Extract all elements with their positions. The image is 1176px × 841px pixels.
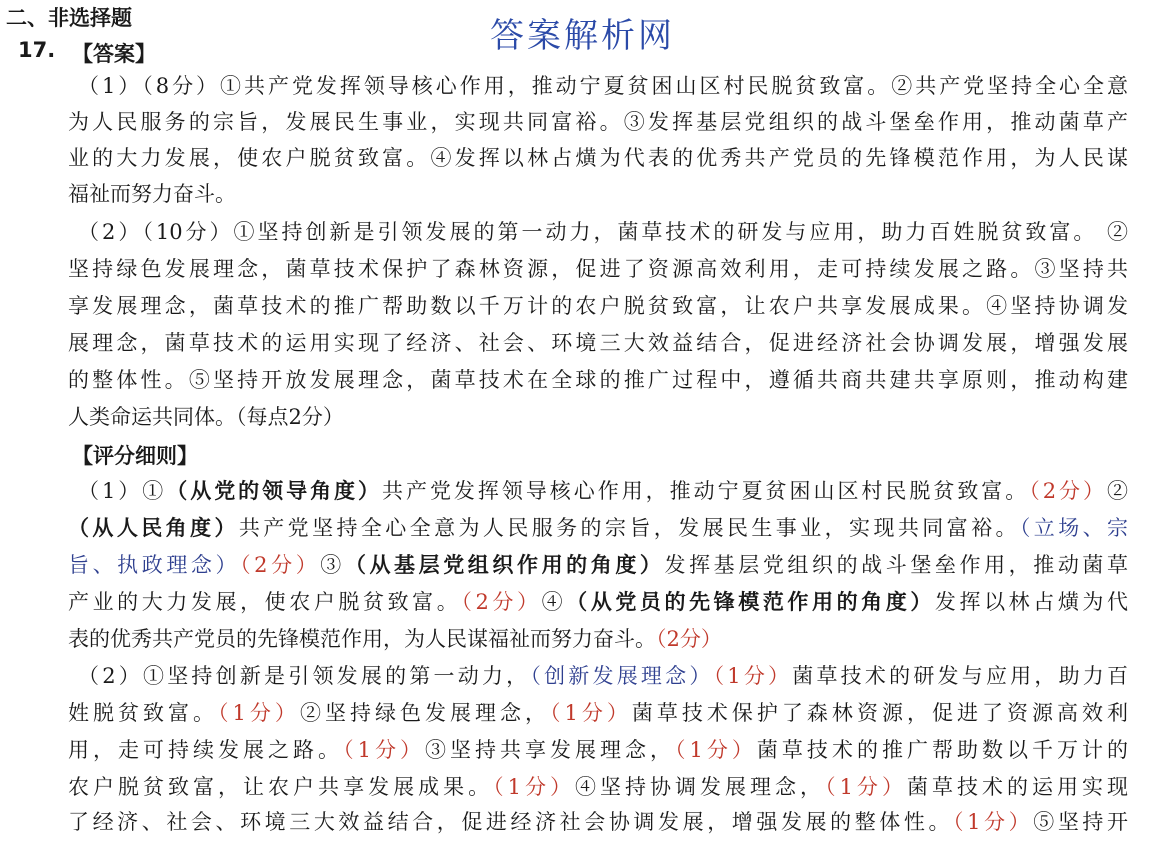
rubric-note: 旨、执政理念） [68,553,241,577]
score-label: （1分） [825,775,907,799]
question-number: 17. [18,38,56,62]
rubric-text: ⑤坚持开 [1033,810,1128,834]
rubric-angle-label: （从人民角度） [68,516,239,540]
rubric-text: 发挥基层党组织的战斗堡垒作用，推动菌草 [664,553,1129,577]
score-label: （2分） [656,627,722,651]
score-label: （1分） [218,701,300,725]
rubric-text: （1）① [78,479,167,503]
rubric-text: ②坚持绿色发展理念， [299,701,550,725]
rubric-line-4 [68,588,1128,616]
rubric-angle-label: （从基层党组织作用的角度） [344,553,665,577]
rubric-text: 产业的大力发展，使农户脱贫致富。 [68,590,462,614]
rubric-line-5 [68,625,1128,653]
answer-line-10: 人类命运共同体。（每点2分） [68,405,344,429]
score-label: （1分） [493,775,575,799]
answer-line-7: 享发展理念，菌草技术的推广帮助数以千万计的农户脱贫致富，让农户共享发展成果。④坚持协调发 [68,294,1128,318]
answer-line-8: 展理念，菌草技术的运用实现了经济、社会、环境三大效益结合，促进经济社会协调发展，增强发展 [68,331,1128,355]
rubric-text: 发挥以林占熿为代 [934,590,1129,614]
rubric-text: 用，走可持续发展之路。 [68,738,344,762]
score-label: （2分） [461,590,542,614]
rubric-text: ② [1106,479,1128,503]
answer-line-5: （2）（10分）①坚持创新是引领发展的第一动力，菌草技术的研发与应用，助力百姓脱贫致富。 ② [78,220,1128,244]
answer-heading: 【答案】 [72,42,156,66]
rubric-line-9 [68,773,1128,801]
answer-line-1: （1）（8分）①共产党发挥领导核心作用，推动宁夏贫困山区村民脱贫致富。②共产党坚持全心全意 [78,74,1128,98]
watermark-text: 答案解析网 [490,16,675,56]
rubric-text: ④ [541,590,567,614]
rubric-text: 姓脱贫致富。 [68,701,219,725]
rubric-text: 了经济、社会、环境三大效益结合，促进经济社会协调发展，增强发展的整体性。 [68,810,954,834]
score-label: （2分） [1029,479,1107,503]
rubric-text: 共产党坚持全心全意为人民服务的宗旨，发展民生事业，实现共同富裕。 [238,516,1020,540]
rubric-heading: 【评分细则】 [72,444,198,468]
rubric-text: 农户脱贫致富，让农户共享发展成果。 [68,775,494,799]
rubric-text: ④坚持协调发展理念， [575,775,826,799]
rubric-text: 共产党发挥领导核心作用，推动宁夏贫困山区村民脱贫致富。 [382,479,1030,503]
rubric-angle-label: （从党员的先锋模范作用的角度） [566,590,935,614]
answer-line-3: 业的大力发展，使农户脱贫致富。④发挥以林占熿为代表的优秀共产党员的先锋模范作用，为人民谋 [68,146,1128,170]
answer-line-2: 为人民服务的宗旨，发展民生事业，实现共同富裕。③发挥基层党组织的战斗堡垒作用，推动菌草产 [68,110,1128,134]
rubric-line-8 [68,736,1128,764]
rubric-text: ③ [320,553,345,577]
answer-line-9: 的整体性。⑤坚持开放发展理念，菌草技术在全球的推广过程中，遵循共商共建共享原则，推动构建 [68,368,1128,392]
rubric-line-10 [68,808,1128,836]
rubric-text: ③坚持共享发展理念， [424,738,676,762]
rubric-angle-label: （从党的领导角度） [166,479,382,503]
rubric-line-3 [68,551,1128,579]
score-label: （1分） [713,664,793,688]
rubric-note: （创新发展理念） [530,664,714,688]
rubric-line-2 [68,514,1128,542]
rubric-text: 菌草技术的研发与应用，助力百 [792,664,1129,688]
rubric-line-6 [78,662,1128,690]
answer-line-6: 坚持绿色发展理念，菌草技术保护了森林资源，促进了资源高效利用，走可持续发展之路。③坚持共 [68,257,1128,281]
rubric-line-7 [68,699,1128,727]
answer-line-4: 福祉而努力奋斗。 [68,182,236,206]
score-label: （1分） [675,738,757,762]
score-label: （2分） [240,553,321,577]
rubric-text: 菌草技术的运用实现 [906,775,1128,799]
rubric-note: （立场、宗 [1019,516,1129,540]
rubric-line-1 [78,477,1128,505]
section-title: 二、非选择题 [6,6,132,30]
rubric-text: 菌草技术的推广帮助数以千万计的 [756,738,1129,762]
score-label: （1分） [343,738,425,762]
rubric-text: 表的优秀共产党员的先锋模范作用，为人民谋福祉而努力奋斗。 [68,627,656,651]
rubric-text: 菌草技术保护了森林资源，促进了资源高效利 [631,701,1128,725]
rubric-text: （2）①坚持创新是引领发展的第一动力， [78,664,531,688]
score-label: （1分） [550,701,632,725]
score-label: （1分） [953,810,1034,834]
